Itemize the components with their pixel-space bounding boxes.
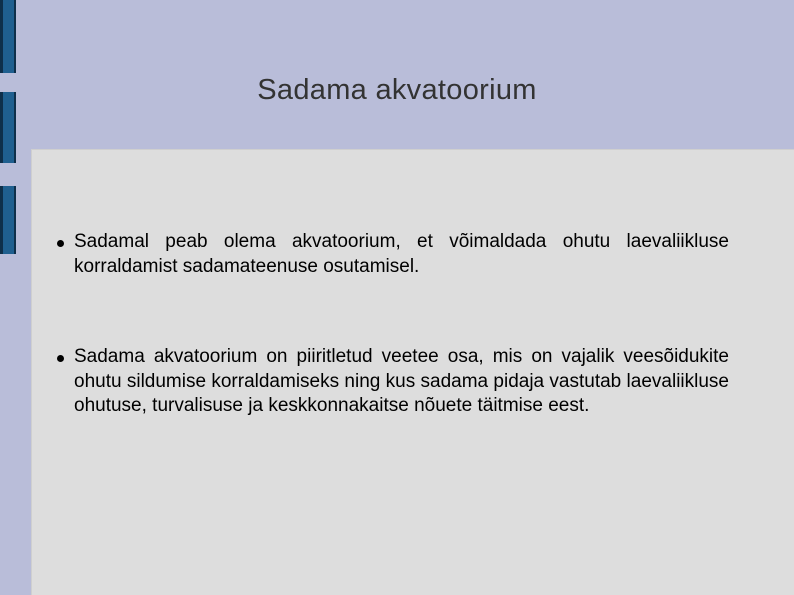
slide-title: Sadama akvatoorium <box>257 74 537 106</box>
bullet-item: Sadama akvatoorium on piiritletud veetee osa, mis on vajalik veesõidukite ohutu sildumise korraldamiseks ning kus sadama pidaja vastutab laevaliikluse ohutuse, turvalisuse ja keskkonnakaitse nõuete täitmise eest. <box>74 346 729 416</box>
decorative-side-bar <box>0 186 16 254</box>
bullet-item: Sadamal peab olema akvatoorium, et võimaldada ohutu laevaliikluse korraldamist sadamateenuse osutamisel. <box>74 231 729 277</box>
bullet-icon <box>57 240 64 247</box>
decorative-side-bar <box>0 0 16 73</box>
bullet-icon <box>57 355 64 362</box>
